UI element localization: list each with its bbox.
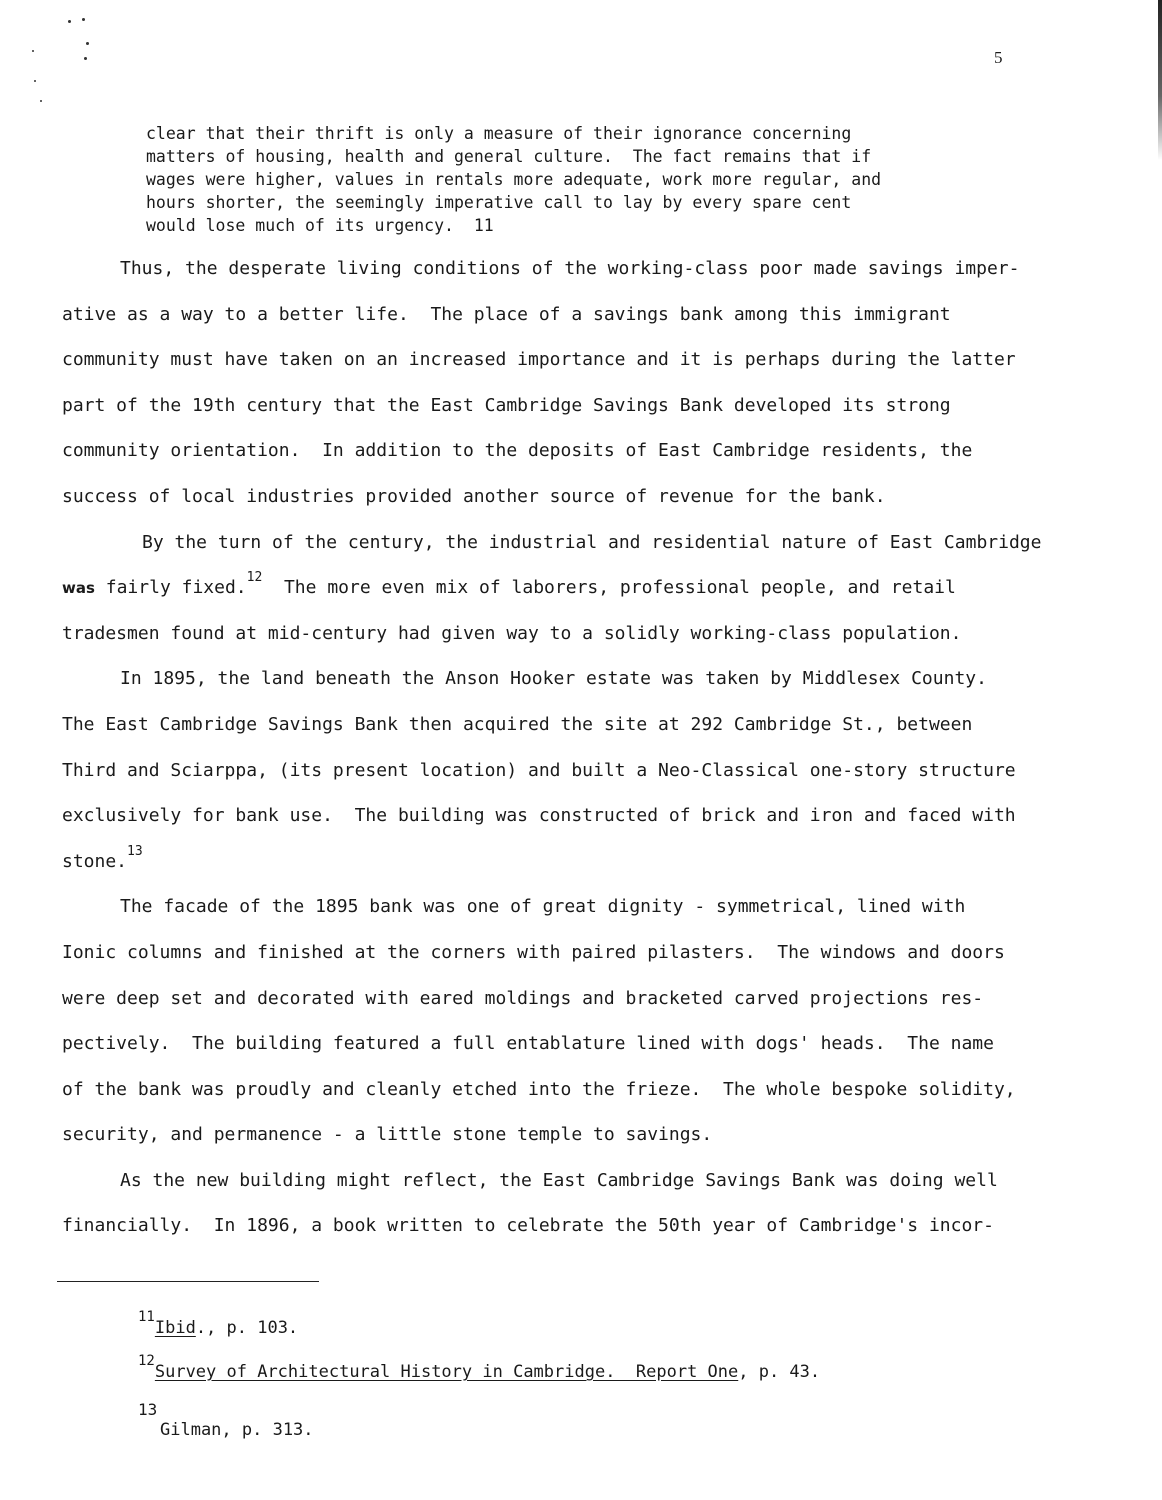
scan-edge-shadow [1158,0,1162,160]
quote-line: clear that their thrift is only a measure of their ignorance concerning [146,124,852,143]
footnote-title: Ibid [154,1318,196,1338]
paragraph-line: success of local industries provided another source of revenue for the bank. [62,485,886,507]
footnote-ref-13: 13 [127,843,143,859]
footnote-13-number: 13 [138,1400,158,1419]
footnote-text: ., p. 103. [195,1318,299,1338]
paragraph-line: security, and permanence - a little stone temple to savings. [62,1124,713,1146]
quote-line: wages were higher, values in rentals more adequate, work more regular, and [146,170,882,189]
quote-line: would lose much of its urgency. 11 [146,216,494,235]
paragraph-line: pectively. The building featured a full entablature lined with dogs' heads. The name [62,1033,994,1055]
footnote-11 [138,1309,299,1338]
footnote-divider [57,1281,319,1282]
paragraph-line: of the bank was proudly and cleanly etched into the frieze. The whole bespoke solidity, [62,1078,1016,1100]
handwritten-correction: was [62,579,95,598]
footnote-text: , p. 43. [738,1362,821,1382]
paragraph-line: part of the 19th century that the East Cambridge Savings Bank developed its strong [62,394,951,416]
paragraph-line [62,570,1102,620]
paragraph-line: were deep set and decorated with eared moldings and bracketed carved projections res- [62,987,984,1009]
text-span: The more even mix of laborers, professional people, and retail [262,577,956,599]
quote-line: matters of housing, health and general culture. The fact remains that if [146,147,872,166]
quote-line: hours shorter, the seemingly imperative call to lay by every spare cent [146,193,852,212]
paragraph-line: Thus, the desperate living conditions of the working-class poor made savings imper- [120,258,1020,279]
paragraph-line: Third and Sciarppa, (its present location) and built a Neo-Classical one-story structure [62,759,1016,781]
footnote-12 [138,1353,821,1382]
footnote-13-text: Gilman, p. 313. [160,1420,314,1440]
footnote-ref-12: 12 [246,570,263,586]
paragraph-line: community orientation. In addition to the deposits of East Cambridge residents, the [62,440,973,462]
paragraph-line: The facade of the 1895 bank was one of great dignity - symmetrical, lined with [120,896,966,918]
paragraph-line: In 1895, the land beneath the Anson Hooker estate was taken by Middlesex County. [120,668,987,690]
paragraph-line: Ionic columns and finished at the corners with paired pilasters. The windows and doors [62,941,1005,963]
paragraph-line: As the new building might reflect, the East Cambridge Savings Bank was doing well [120,1169,998,1191]
paragraph-line: exclusively for bank use. The building was constructed of brick and iron and faced with [62,805,1016,827]
text-span: stone. [62,850,128,872]
footnote-title: Survey of Architectural History in Cambridge. Report One [154,1362,739,1382]
footnote-number: 11 [138,1309,155,1325]
paragraph-line: ative as a way to a better life. The place of a savings bank among this immigrant [62,303,951,325]
footnote-number: 12 [138,1353,155,1369]
paragraph-line: By the turn of the century, the industrial and residential nature of East Cambridge [142,531,1042,553]
text-span: fairly fixed. [94,577,247,599]
paragraph-line: community must have taken on an increased importance and it is perhaps during the latter [62,349,1016,371]
page-number: 5 [994,48,1003,67]
paragraph-line: tradesmen found at mid-century had given way to a solidly working-class population. [62,622,962,644]
block-quote [146,122,1006,237]
body-text [62,255,1102,1258]
paragraph-line [62,843,1102,894]
paragraph-line: financially. In 1896, a book written to celebrate the 50th year of Cambridge's incor- [62,1215,994,1237]
paragraph-line: The East Cambridge Savings Bank then acquired the site at 292 Cambridge St., between [62,713,973,735]
